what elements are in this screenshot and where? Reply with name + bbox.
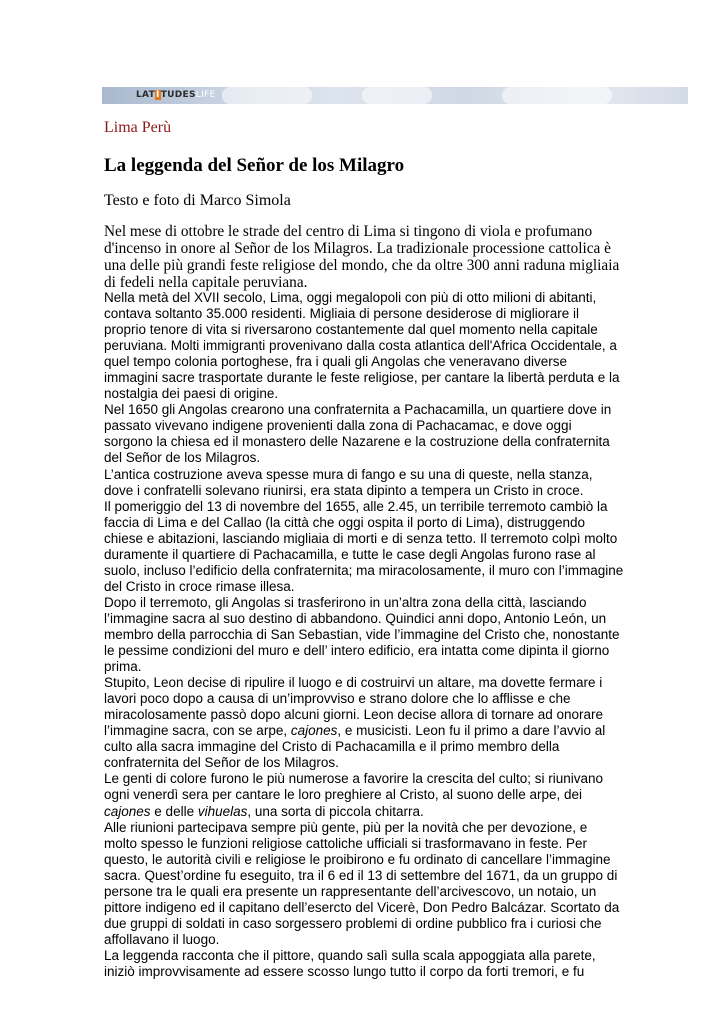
paragraph: Nella metà del XVII secolo, Lima, oggi megalopoli con più di otto milioni di abitanti, contava soltanto 35.000 residenti. Migliaia di persone desiderose di migliorare il proprio tenore di vita si riversarono costantemente dal quel momento nella capitale peruviana. Molti immigranti provenivano dalla costa atlantica dell'Africa Occidentale, a quel tempo colonia portoghese, fra i quali gli Angolas che veneravano diverse immagini sacre trasportate durante le feste religiose, per cantare la libertà perduta e la nostalgia dei paesi di origine.	[104, 290, 620, 402]
paragraph: La leggenda racconta che il pittore, quando salì sulla scala appoggiata alla parete, iniziò improvvisamente ad essere scosso lungo tutto il corpo da forti tremori, e fu	[104, 947, 596, 979]
italic-term: cajones	[104, 803, 151, 819]
site-logo[interactable]: LATITUDESLIFE	[136, 90, 216, 100]
paragraph: Alle riunioni partecipava sempre più gente, più per la novità che per devozione, e molto spesso le funzioni religiose cattoliche ufficiali si trasformavano in feste. Per questo, le autorità civili e religiose le proibirono e fu ordinato di cancellare l’immagine sacra. Quest’ordine fu eseguito, tra il 6 ed il 13 di settembre del 1671, da un gruppo di persone tra le quali era presente un rappresentante dell’arcivescovo, un notaio, un pittore indigeno ed il capitano dell’esercto del Vicerè, Don Pedro Balcázar. Scortato da due gruppi di soldati in caso sorgessero problemi di ordine pubblico fra i curiosi che affollavano il luogo.	[104, 819, 620, 947]
paragraph: Dopo il terremoto, gli Angolas si trasferirono in un’altra zona della città, lasciando l’immagine sacra al suo destino di abbandono. Quindici anni dopo, Antonio León, un membro della parrocchia di San Sebastian, vide l’immagine del Cristo che, nonostante le pessime condizioni del muro e dell’ intero edificio, era intatta come dipinta il giorno prima.	[104, 594, 620, 675]
article-intro: Nel mese di ottobre le strade del centro di Lima si tingono di viola e profumano d'incenso in onore al Señor de los Milagros. La tradizionale processione cattolica è una delle più grandi feste religiose del mondo, che da oltre 300 anni raduna migliaia di fedeli nella capitale peruviana.	[104, 223, 620, 291]
paragraph: Le genti di colore furono le più numerose a favorire la crescita del culto; si riunivano ogni venerdì sera per cantare le loro preghiere al Cristo, al suono delle arpe, dei cajones e delle vihuelas, una sorta di piccola chitarra.	[104, 771, 604, 819]
paragraph: Stupito, Leon decise di ripulire il luogo e di costruirvi un altare, ma dovette fermare i lavori poco dopo a causa di un’improvviso e strano dolore che lo afflisse e che miracolosamente passò dopo alcuni giorni. Leon decise allora di tornare ad onorare l’immagine sacra, con se arpe, cajones, e musicisti. Leon fu il primo a dare l’avvio al culto alla sacra immagine del Cristo di Pachacamilla e il primo membro della confraternita del Señor de los Milagros.	[104, 675, 606, 771]
article-byline: Testo e foto di Marco Simola	[104, 192, 291, 209]
header-banner	[102, 87, 688, 104]
article-title: La leggenda del Señor de los Milagro	[104, 155, 405, 176]
italic-term: cajones	[290, 723, 338, 739]
paragraph: L’antica costruzione aveva spesse mura di fango e su una di queste, nella stanza, dove i confratelli solevano riunirsi, era stata dipinto a tempera un Cristo in croce.	[104, 466, 593, 498]
paragraph: Nel 1650 gli Angolas crearono una confraternita a Pachacamilla, un quartiere dove in passato vivevano indigene provenienti dalla zona di Pachacamac, e dove oggi sorgono la chiesa ed il monastero delle Nazarene e la costruzione della confraternita del Señor de los Milagros.	[104, 402, 612, 466]
logo-mark: I	[156, 90, 160, 100]
italic-term: vihuelas	[197, 803, 248, 819]
article-location: Lima Perù	[104, 119, 172, 136]
article-body	[104, 290, 624, 980]
paragraph: Il pomeriggio del 13 di novembre del 1655, alle 2.45, un terribile terremoto cambiò la faccia di Lima e del Callao (la città che oggi ospita il porto di Lima), distruggendo chiese e abitazioni, lasciando migliaia di morti e di senza tetto. Il terremoto colpì molto duramente il quartiere di Pachacamilla, e tutte le case degli Angolas furono rase al suolo, incluso l’edificio della confraternita; ma miracolosamente, il muro con l’immagine del Cristo in croce rimase illesa.	[104, 498, 624, 594]
